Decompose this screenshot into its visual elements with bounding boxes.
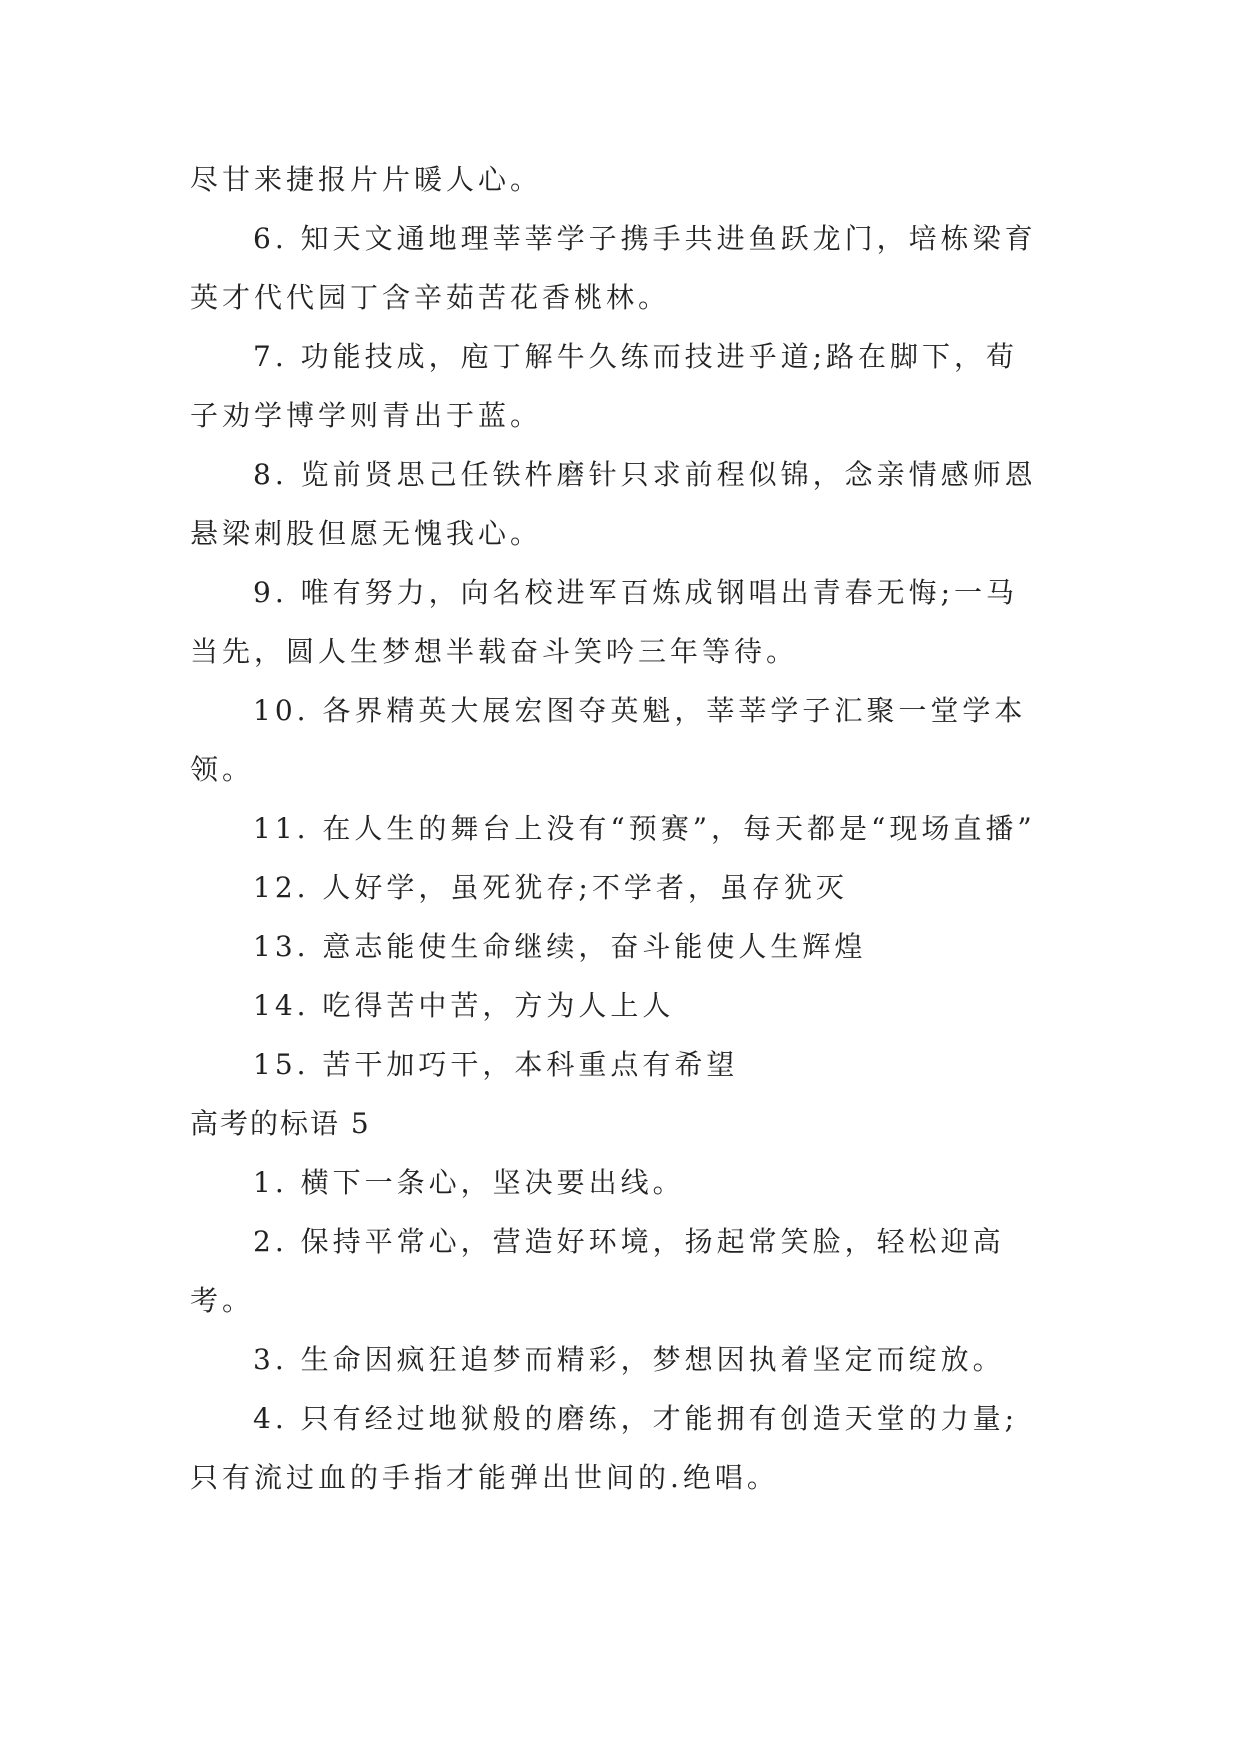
list-item: 6. 知天文通地理莘莘学子携手共进鱼跃龙门，培栋梁育英才代代园丁含辛茹苦花香桃林。	[190, 222, 1037, 314]
list-item: 8. 览前贤思己任铁杵磨针只求前程似锦，念亲情感师恩悬梁刺股但愿无愧我心。	[190, 458, 1037, 550]
list-item: 9. 唯有努力，向名校进军百炼成钢唱出青春无悔;一马当先，圆人生梦想半载奋斗笑吟三年等待。	[190, 576, 1019, 668]
list-item: 2. 保持平常心，营造好环境，扬起常笑脸，轻松迎高考。	[190, 1225, 1005, 1317]
list-item: 10. 各界精英大展宏图夺英魁，莘莘学子汇聚一堂学本领。	[190, 694, 1027, 786]
list-item: 4. 只有经过地狱般的磨练，才能拥有创造天堂的力量;只有流过血的手指才能弹出世间的.绝唱。	[190, 1402, 1019, 1494]
list-item: 7. 功能技成，庖丁解牛久练而技进乎道;路在脚下，荀子劝学博学则青出于蓝。	[190, 340, 1019, 432]
list-item: 14. 吃得苦中苦，方为人上人	[253, 989, 675, 1022]
section-heading: 高考的标语 5	[190, 1107, 371, 1140]
list-item: 13. 意志能使生命继续，奋斗能使人生辉煌	[253, 930, 867, 963]
list-item: 11. 在人生的舞台上没有“预赛”，每天都是“现场直播”	[253, 812, 1036, 845]
list-item: 15. 苦干加巧干，本科重点有希望	[253, 1048, 739, 1081]
document-body	[190, 150, 1050, 1507]
list-item: 12. 人好学，虽死犹存;不学者，虽存犹灭	[253, 871, 848, 904]
continuation-text: 尽甘来捷报片片暖人心。	[190, 163, 543, 196]
list-item: 1. 横下一条心，坚决要出线。	[253, 1166, 685, 1199]
list-item: 3. 生命因疯狂追梦而精彩，梦想因执着坚定而绽放。	[253, 1343, 1005, 1376]
